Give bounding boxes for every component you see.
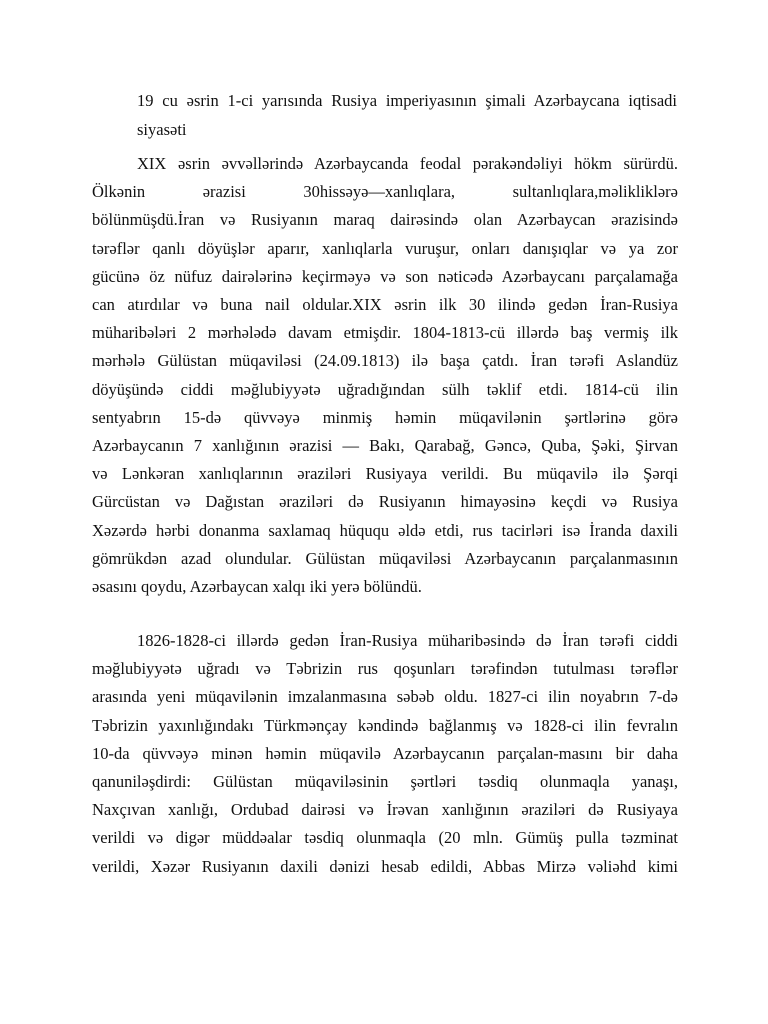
title-line: siyasəti [137,120,187,139]
paragraph-1 [92,150,678,601]
paragraph-line: mərhələ Gülüstan müqaviləsi (24.09.1813) ilə başa çatdı. İran tərəfi Aslandüz [92,351,678,371]
paragraph-line: döyüşündə ciddi məğlubiyyətə uğradığından sülh təklif etdi. 1814-cü ilin [92,379,678,399]
paragraph-line: 1826-1828-ci illərdə gedən İran-Rusiya müharibəsində də İran tərəfi ciddi [137,631,678,650]
paragraph-line: 10-da qüvvəyə minən həmin müqavilə Azərbaycanın parçalan-masını bir daha [92,743,678,763]
paragraph-line: məğlubiyyətə uğradı və Təbrizin rus qoşunları tərəfindən tutulması tərəflər [92,659,678,679]
paragraph-line: sentyabrın 15-də qüvvəyə minmiş həmin müqavilənin şərtlərinə görə [92,407,678,427]
paragraph-line: müharibələri 2 mərhələdə davam etmişdir. 1804-1813-cü illərdə baş vermiş ilk [92,323,678,343]
paragraph-line: gömrükdən azad olundular. Gülüstan müqaviləsi Azərbaycanın parçalanmasının [92,548,678,568]
paragraph-line: Təbrizin yaxınlığındakı Türkmənçay kəndində bağlanmış və 1828-ci ilin fevralın [92,715,678,735]
paragraph-line: qanuniləşdirdi: Gülüstan müqaviləsinin şərtləri təsdiq olunmaqla yanaşı, [92,772,678,792]
paragraph-line: tərəflər qanlı döyüşlər aparır, xanlıqlarla vuruşur, onları danışıqlar və ya zor [92,238,678,258]
paragraph-2 [92,627,678,881]
paragraph-line: və Lənkəran xanlıqlarının əraziləri Rusiyaya verildi. Bu müqavilə ilə Şərqi [92,464,678,484]
paragraph-line: verildi, Xəzər Rusiyanın daxili dənizi hesab edildi, Abbas Mirzə vəliəhd kimi [92,856,678,876]
paragraph-line: Xəzərdə hərbi donanma saxlamaq hüququ əldə etdi, rus tacirləri isə İranda daxili [92,520,678,540]
paragraph-line: bölünmüşdü.İran və Rusiyanın maraq dairəsində olan Azərbaycan ərazisində [92,210,678,230]
paragraph-line: Gürcüstan və Dağıstan əraziləri də Rusiyanın himayəsinə keçdi və Rusiya [92,492,678,512]
paragraph-line: Ölkənin ərazisi 30hissəyə—xanlıqlara, sultanlıqlara,məlikliklərə [92,182,678,202]
paragraph-line: XIX əsrin əvvəllərində Azərbaycanda feodal pərakəndəliyi hökm sürürdü. [137,154,678,173]
title-line: 19 cu əsrin 1-ci yarısında Rusiya imperiyasının şimali Azərbaycana iqtisadi [137,91,677,110]
paragraph-line: arasında yeni müqavilənin imzalanmasına səbəb oldu. 1827-ci ilin noyabrın 7-də [92,687,678,707]
paragraph-line: verildi və digər müddəalar təsdiq olunmaqla (20 mln. Gümüş pulla təzminat [92,828,678,848]
paragraph-line: can atırdılar və buna nail oldular.XIX əsrin ilk 30 ilində gedən İran-Rusiya [92,295,678,315]
document-title [137,86,677,144]
paragraph-line: əsasını qoydu, Azərbaycan xalqı iki yerə bölündü. [92,577,422,597]
paragraph-line: Naxçıvan xanlığı, Ordubad dairəsi və İrəvan xanlığının əraziləri də Rusiyaya [92,800,678,820]
paragraph-line: gücünə öz nüfuz dairələrinə keçirməyə və son nəticədə Azərbaycanı parçalamağa [92,266,678,286]
paragraph-line: Azərbaycanın 7 xanlığının ərazisi — Bakı, Qarabağ, Gəncə, Quba, Şəki, Şirvan [92,436,678,456]
